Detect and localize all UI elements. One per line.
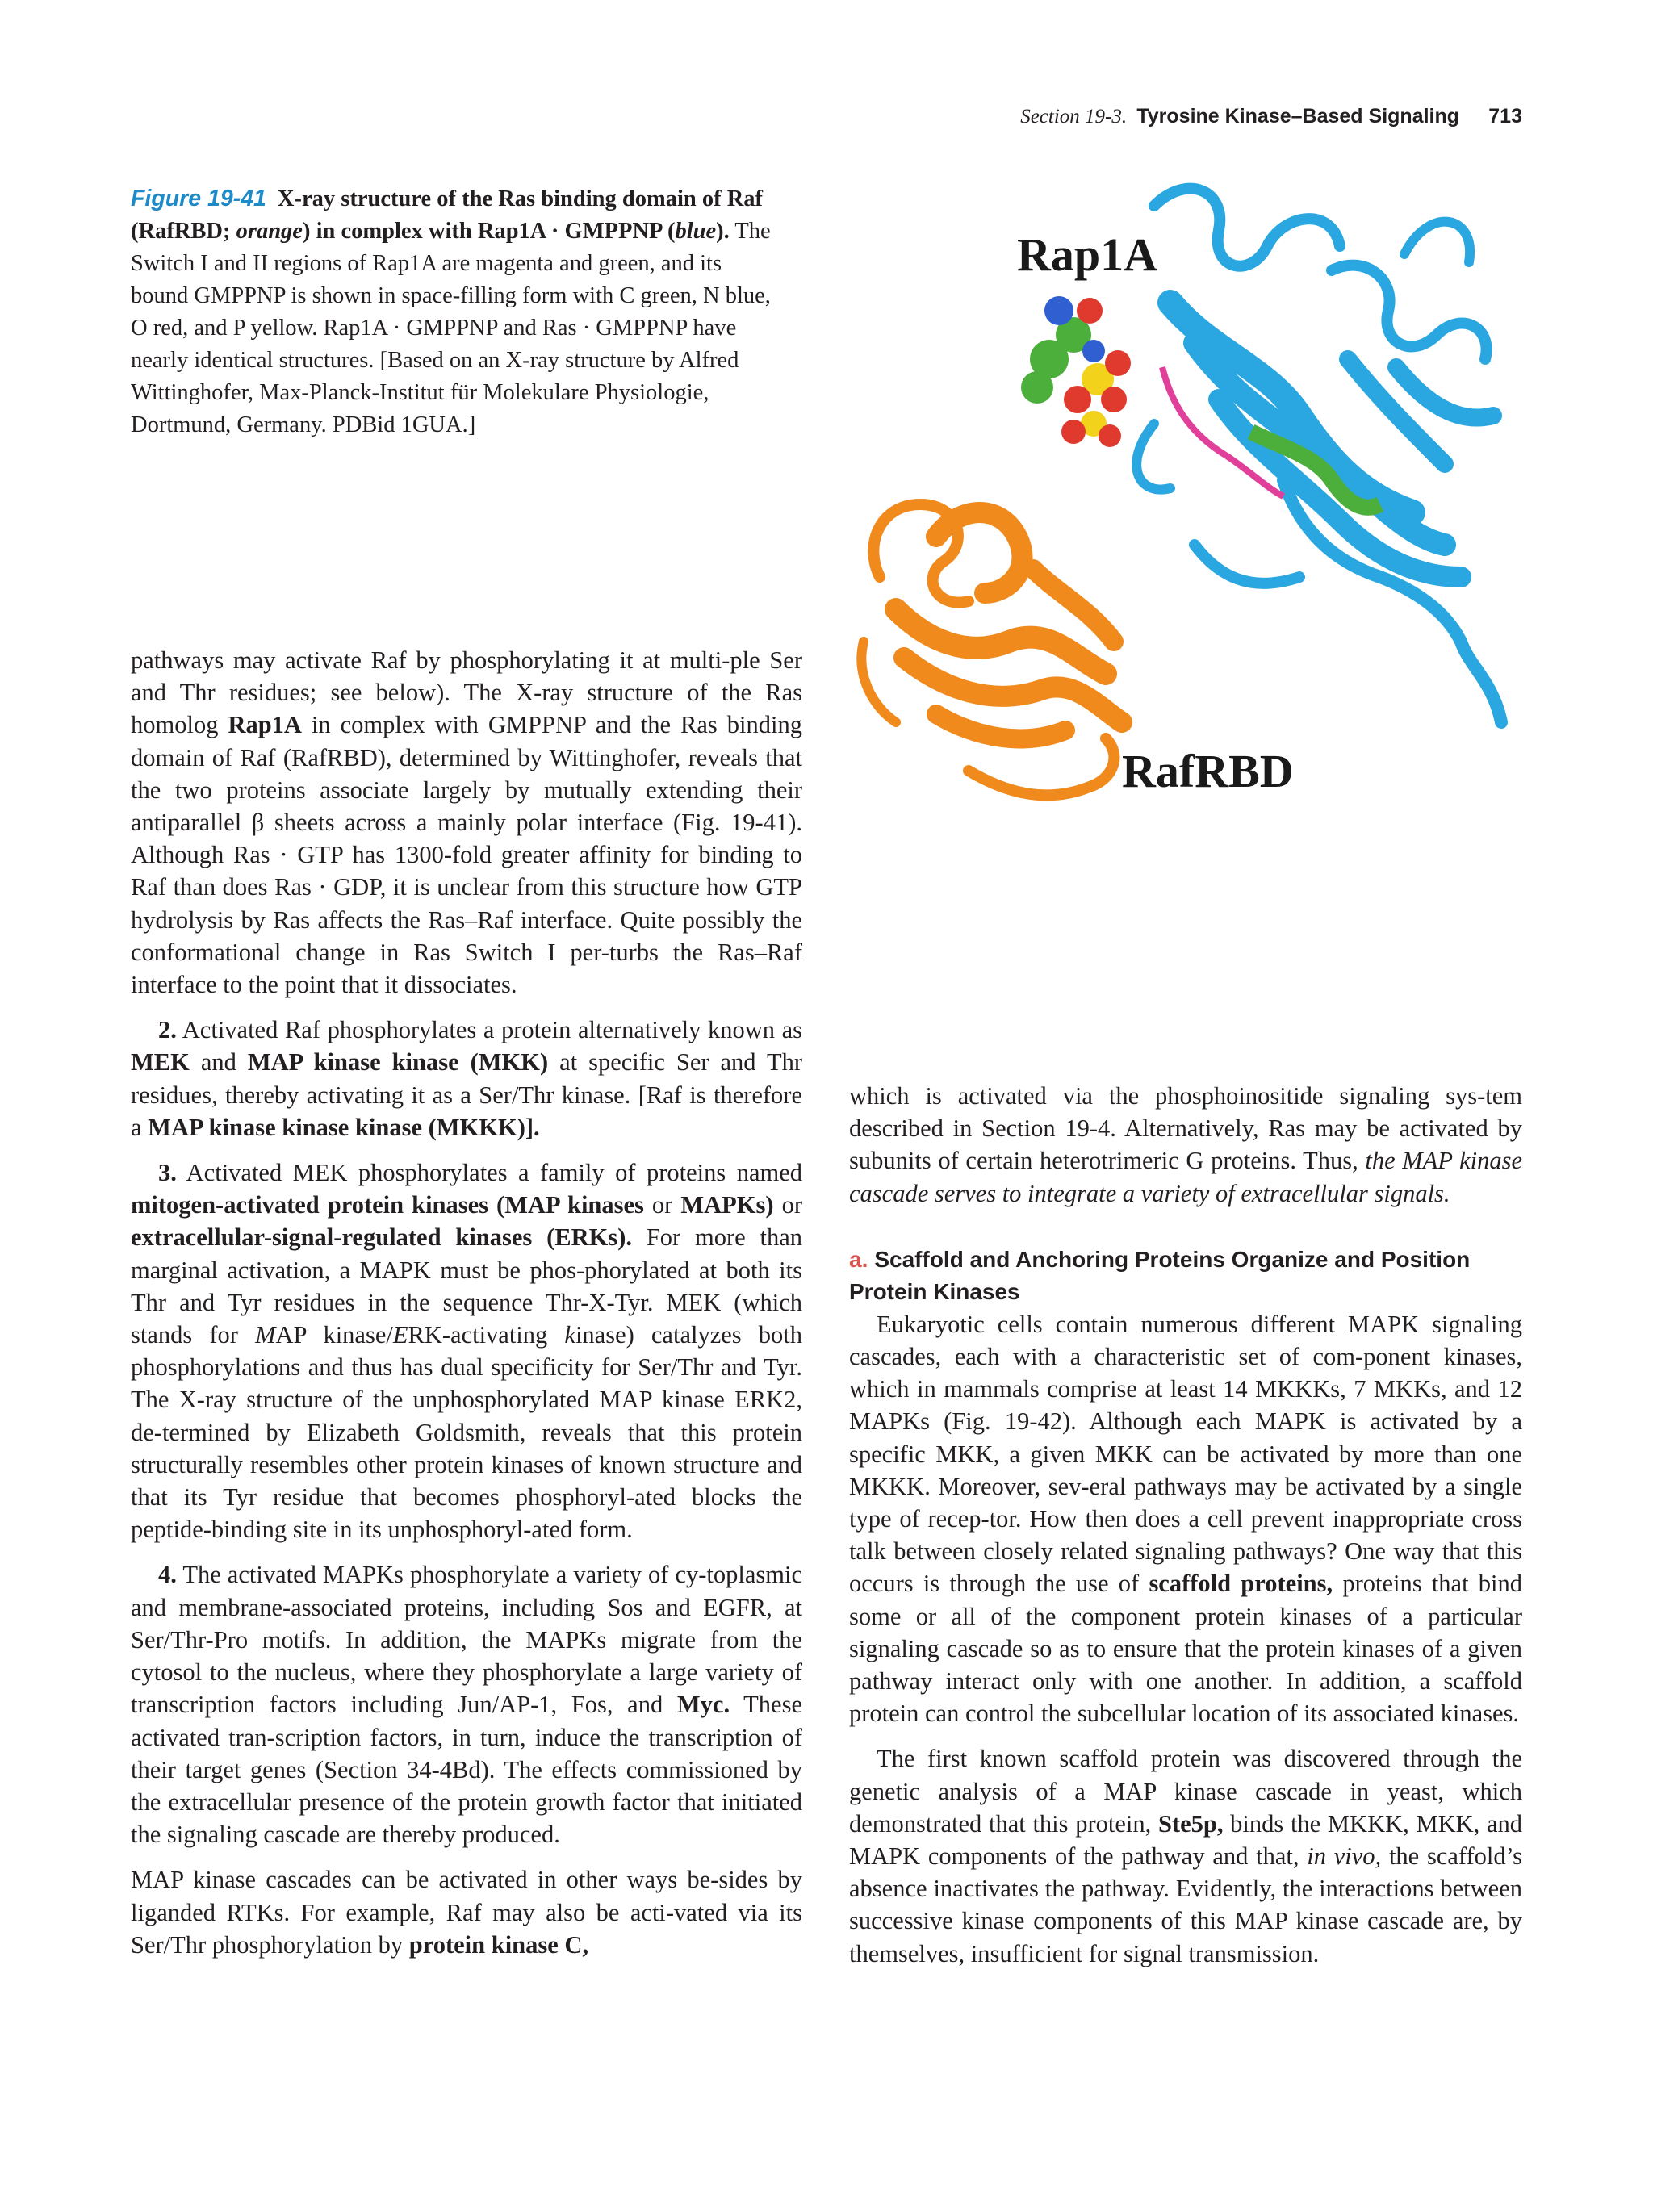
right-column — [849, 1080, 1522, 1970]
text-run: pathways may activate Raf by phosphorylating it at multi-ple Ser and Thr residues; see below). The X-ray structure of the Ras homolog — [131, 646, 802, 739]
term-myc: Myc. — [676, 1691, 730, 1719]
caption-title-orange: orange — [236, 219, 303, 244]
paragraph — [131, 644, 802, 1001]
paragraph — [131, 1863, 802, 1961]
text-italic: M — [255, 1321, 276, 1349]
gmppnp-ligand — [1021, 296, 1131, 447]
subheading-text: Scaffold and Anchoring Proteins Organize and Position Protein Kinases — [849, 1246, 1471, 1304]
list-number: 3. — [158, 1159, 177, 1187]
text-run: Activated MEK phosphorylates a family of proteins named — [176, 1159, 802, 1187]
text-run: proteins that bind some or all of the component protein kinases of a particular signaling cascade so as to ensure that the protein kinases of a given pathway interact only with one another. In addition, a scaffold protein can control the subcellular location of its associated kinases. — [849, 1570, 1522, 1728]
ribbon-diagram — [847, 157, 1542, 868]
text-run: MAP kinase cascades can be activated in other ways be-sides by liganded RTKs. For example, Raf may also be acti-vated via its Ser/Thr phosphorylation by — [131, 1866, 802, 1959]
text-run: which is activated via the phosphoinositide signaling sys-tem described in Section 19-4. Alternatively, Ras may be activated by subunits of certain heterotrimeric G proteins. Thus, — [849, 1082, 1522, 1175]
term-rap1a: Rap1A — [228, 711, 302, 739]
term-protein-kinase-c: protein kinase C, — [408, 1930, 589, 1959]
term-mapks: MAPKs) — [680, 1191, 774, 1219]
header-title: Tyrosine Kinase–Based Signaling — [1136, 105, 1460, 128]
figure-caption — [131, 182, 780, 441]
subheading-letter: a. — [849, 1246, 868, 1272]
running-header — [1020, 100, 1522, 133]
protein-structure-figure — [847, 157, 1542, 868]
caption-title-blue: blue — [675, 219, 717, 244]
text-run: These activated tran-scription factors, in turn, induce the transcription of their target genes (Section 34-4Bd). The effects commissioned by the extracellular presence of the protein growth factor that initiated the signaling cascade are thereby produced. — [131, 1691, 803, 1849]
page-number: 713 — [1488, 105, 1522, 128]
caption-body: The Switch I and II regions of Rap1A are magenta and green, and its bound GMPPNP is shown in space-filling form with C green, N blue, O red, and P yellow. Rap1A · GMPPNP and Ras · GMPPNP have nearly identical structures. [Based on an X-ray structure by Alfred Wittinghofer, Max-Planck-Institut für Molekulare Physiologie, Dortmund, Germany. PDBid 1GUA.] — [131, 219, 771, 437]
text-run: AP kinase/ — [275, 1321, 393, 1349]
term-scaffold-proteins: scaffold proteins, — [1149, 1570, 1333, 1598]
text-run: and — [189, 1048, 248, 1077]
text-run: The activated MAPKs phosphorylate a variety of cy-toplasmic and membrane-associated proteins, including Sos and EGFR, at Ser/Thr-Pro motifs. In addition, the MAPKs migrate from the cytosol to the nucleus, where they phosphorylate a large variety of transcription factors including Jun/AP-1, Fos, and — [131, 1561, 802, 1719]
text-run: binds the MKKK, MKK, and MAPK components of the pathway and that, — [849, 1809, 1522, 1871]
text-run: Activated Raf phosphorylates a protein alternatively known as — [176, 1016, 802, 1044]
list-number: 4. — [158, 1561, 177, 1589]
term-mkkk: MAP kinase kinase kinase (MKKK)]. — [148, 1113, 540, 1141]
text-italic: E — [392, 1321, 408, 1349]
caption-title-part: ). — [716, 219, 730, 244]
list-number: 2. — [158, 1016, 177, 1044]
list-item-2 — [131, 1014, 802, 1144]
label-rap1a: Rap1A — [1017, 228, 1158, 281]
text-run: or — [643, 1191, 681, 1219]
term-map-kinases: mitogen-activated protein kinases (MAP kinases — [131, 1191, 644, 1219]
text-run: Eukaryotic cells contain numerous different MAPK signaling cascades, each with a characteristic set of com-ponent kinases, which in mammals comprise at least 14 MKKKs, 7 MKKs, and 12 MAPKs (Fig. 19-42). Although each MAPK is activated by a specific MKK, a given MKK can be activated by more than one MKKK. Moreover, sev-eral pathways may be activated by a single type of recep-tor. How then does a cell prevent inappropriate cross talk between closely related signaling pathways? One way that this occurs is through the use of — [849, 1310, 1522, 1598]
paragraph — [849, 1080, 1522, 1210]
text-run: The first known scaffold protein was discovered through the genetic analysis of a MAP kinase cascade in yeast, which demonstrated that this protein, — [849, 1745, 1522, 1838]
paragraph — [849, 1308, 1522, 1730]
caption-title-part: X-ray structure of the Ras binding domain of Raf (RafRBD; — [131, 186, 764, 244]
text-run: at specific Ser and Thr residues, thereby activating it as a Ser/Thr kinase. [Raf is therefore a — [131, 1048, 803, 1141]
label-rafrbd: RafRBD — [1122, 745, 1294, 797]
paragraph — [849, 1742, 1522, 1969]
list-item-3 — [131, 1156, 802, 1545]
header-section: Section 19-3. — [1020, 106, 1128, 128]
text-run: in complex with GMPPNP and the Ras binding domain of Raf (RafRBD), determined by Wittinghofer, reveals that the two proteins associate largely by mutually extending their antiparallel β sheets across a mainly polar interface (Fig. 19-41). Although Ras · GTP has 1300-fold greater affinity for binding to Raf than does Ras · GDP, it is unclear from this structure how GTP hydrolysis by Ras affects the Ras–Raf interface. Quite possibly the conformational change in Ras Switch I per-turbs the Ras–Raf interface to the point that it dissociates. — [131, 711, 802, 999]
caption-title-part: ) in complex with Rap1A · GMPPNP ( — [302, 219, 676, 244]
text-run: RK-activating — [408, 1321, 565, 1349]
term-ste5p: Ste5p, — [1157, 1809, 1224, 1838]
rafrbd-structure — [861, 504, 1122, 795]
list-item-4 — [131, 1558, 802, 1850]
text-run: or — [773, 1191, 802, 1219]
text-italic: k — [564, 1321, 575, 1349]
term-erks: extracellular-signal-regulated kinases (ERKs). — [131, 1223, 633, 1252]
figure-label: Figure 19-41 — [131, 186, 266, 211]
section-subheading — [849, 1244, 1522, 1308]
text-run: For more than marginal activation, a MAPK must be phos-phorylated at both its Thr and Tyr residues in the sequence Thr-X-Tyr. MEK (which stands for — [131, 1223, 802, 1349]
text-italic: in vivo, — [1307, 1842, 1382, 1871]
text-italic: the MAP kinase cascade serves to integrate a variety of extracellular signals. — [849, 1147, 1522, 1207]
term-mkk: MAP kinase kinase (MKK) — [247, 1048, 549, 1077]
rap1a-structure — [1136, 189, 1501, 722]
left-column — [131, 644, 802, 1961]
text-run: inase) catalyzes both phosphorylations and thus has dual specificity for Ser/Thr and Tyr. The X-ray structure of the unphosphorylated MAP kinase ERK2, de-termined by Elizabeth Goldsmith, reveals that this protein structurally resembles other protein kinases of known structure and that its Tyr residue that becomes phosphoryl-ated blocks the peptide-binding site in its unphosphoryl-ated form. — [131, 1321, 802, 1544]
term-mek: MEK — [131, 1048, 190, 1077]
text-run: the scaffold’s absence inactivates the pathway. Evidently, the interactions between successive kinase components of this MAP kinase cascade are, by themselves, insufficient for signal transmission. — [849, 1842, 1522, 1967]
